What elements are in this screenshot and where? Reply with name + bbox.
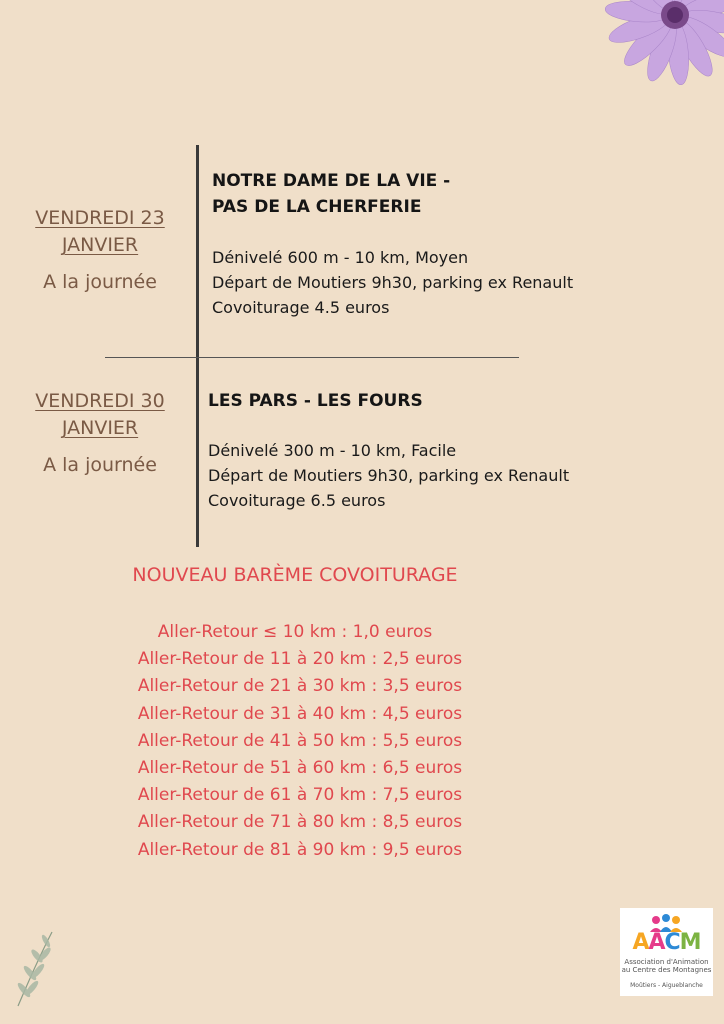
event-date-2 — [10, 388, 190, 479]
event-info-1 — [212, 168, 573, 320]
event-title-line2: PAS DE LA CHERFERIE — [212, 197, 422, 217]
event-when: A la journée — [43, 271, 157, 293]
event-date-line2: JANVIER — [61, 417, 139, 439]
aacm-logo — [620, 908, 713, 996]
event-detail: Dénivelé 300 m - 10 km, Facile — [208, 441, 457, 460]
tarif-line: Aller-Retour de 81 à 90 km : 9,5 euros — [137, 839, 463, 860]
tarif-line: Aller-Retour de 11 à 20 km : 2,5 euros — [137, 649, 463, 670]
logo-text-line1: Association d'Animation — [624, 958, 709, 966]
tarif-list — [0, 619, 600, 864]
event-detail: Départ de Moutiers 9h30, parking ex Renault — [208, 466, 570, 485]
leaf-branch-icon — [10, 928, 58, 1008]
event-info-2 — [208, 388, 569, 513]
event-date-1 — [10, 205, 190, 296]
logo-acronym: AACM — [632, 930, 701, 955]
logo-text-line2: au Centre des Montagnes — [621, 966, 712, 974]
tarif-line: Aller-Retour de 21 à 30 km : 3,5 euros — [137, 676, 463, 697]
logo-text-line3: Moûtiers - Aigueblanche — [630, 982, 703, 989]
event-title-line1: NOTRE DAME DE LA VIE - — [212, 171, 451, 191]
tarif-line: Aller-Retour ≤ 10 km : 1,0 euros — [157, 622, 433, 642]
event-detail: Dénivelé 600 m - 10 km, Moyen — [212, 248, 469, 267]
event-detail: Départ de Moutiers 9h30, parking ex Renault — [212, 273, 574, 292]
event-date-line1: VENDREDI 30 — [35, 390, 165, 412]
tarif-line: Aller-Retour de 51 à 60 km : 6,5 euros — [137, 758, 463, 779]
tarif-line: Aller-Retour de 71 à 80 km : 8,5 euros — [137, 812, 463, 833]
event-date-line2: JANVIER — [61, 234, 139, 256]
tarif-line: Aller-Retour de 61 à 70 km : 7,5 euros — [137, 785, 463, 806]
event-title-line1: LES PARS - LES FOURS — [208, 391, 423, 411]
flower-decoration-icon — [580, 0, 724, 110]
event-date-line1: VENDREDI 23 — [35, 207, 165, 229]
tarif-line: Aller-Retour de 41 à 50 km : 5,5 euros — [137, 730, 463, 751]
horizontal-divider — [105, 357, 519, 358]
event-detail: Covoiturage 4.5 euros — [212, 298, 390, 317]
tarif-line: Aller-Retour de 31 à 40 km : 4,5 euros — [137, 703, 463, 724]
event-when: A la journée — [43, 454, 157, 476]
event-detail: Covoiturage 6.5 euros — [208, 491, 386, 510]
vertical-divider — [196, 145, 199, 547]
tarif-title: NOUVEAU BARÈME COVOITURAGE — [132, 564, 458, 586]
